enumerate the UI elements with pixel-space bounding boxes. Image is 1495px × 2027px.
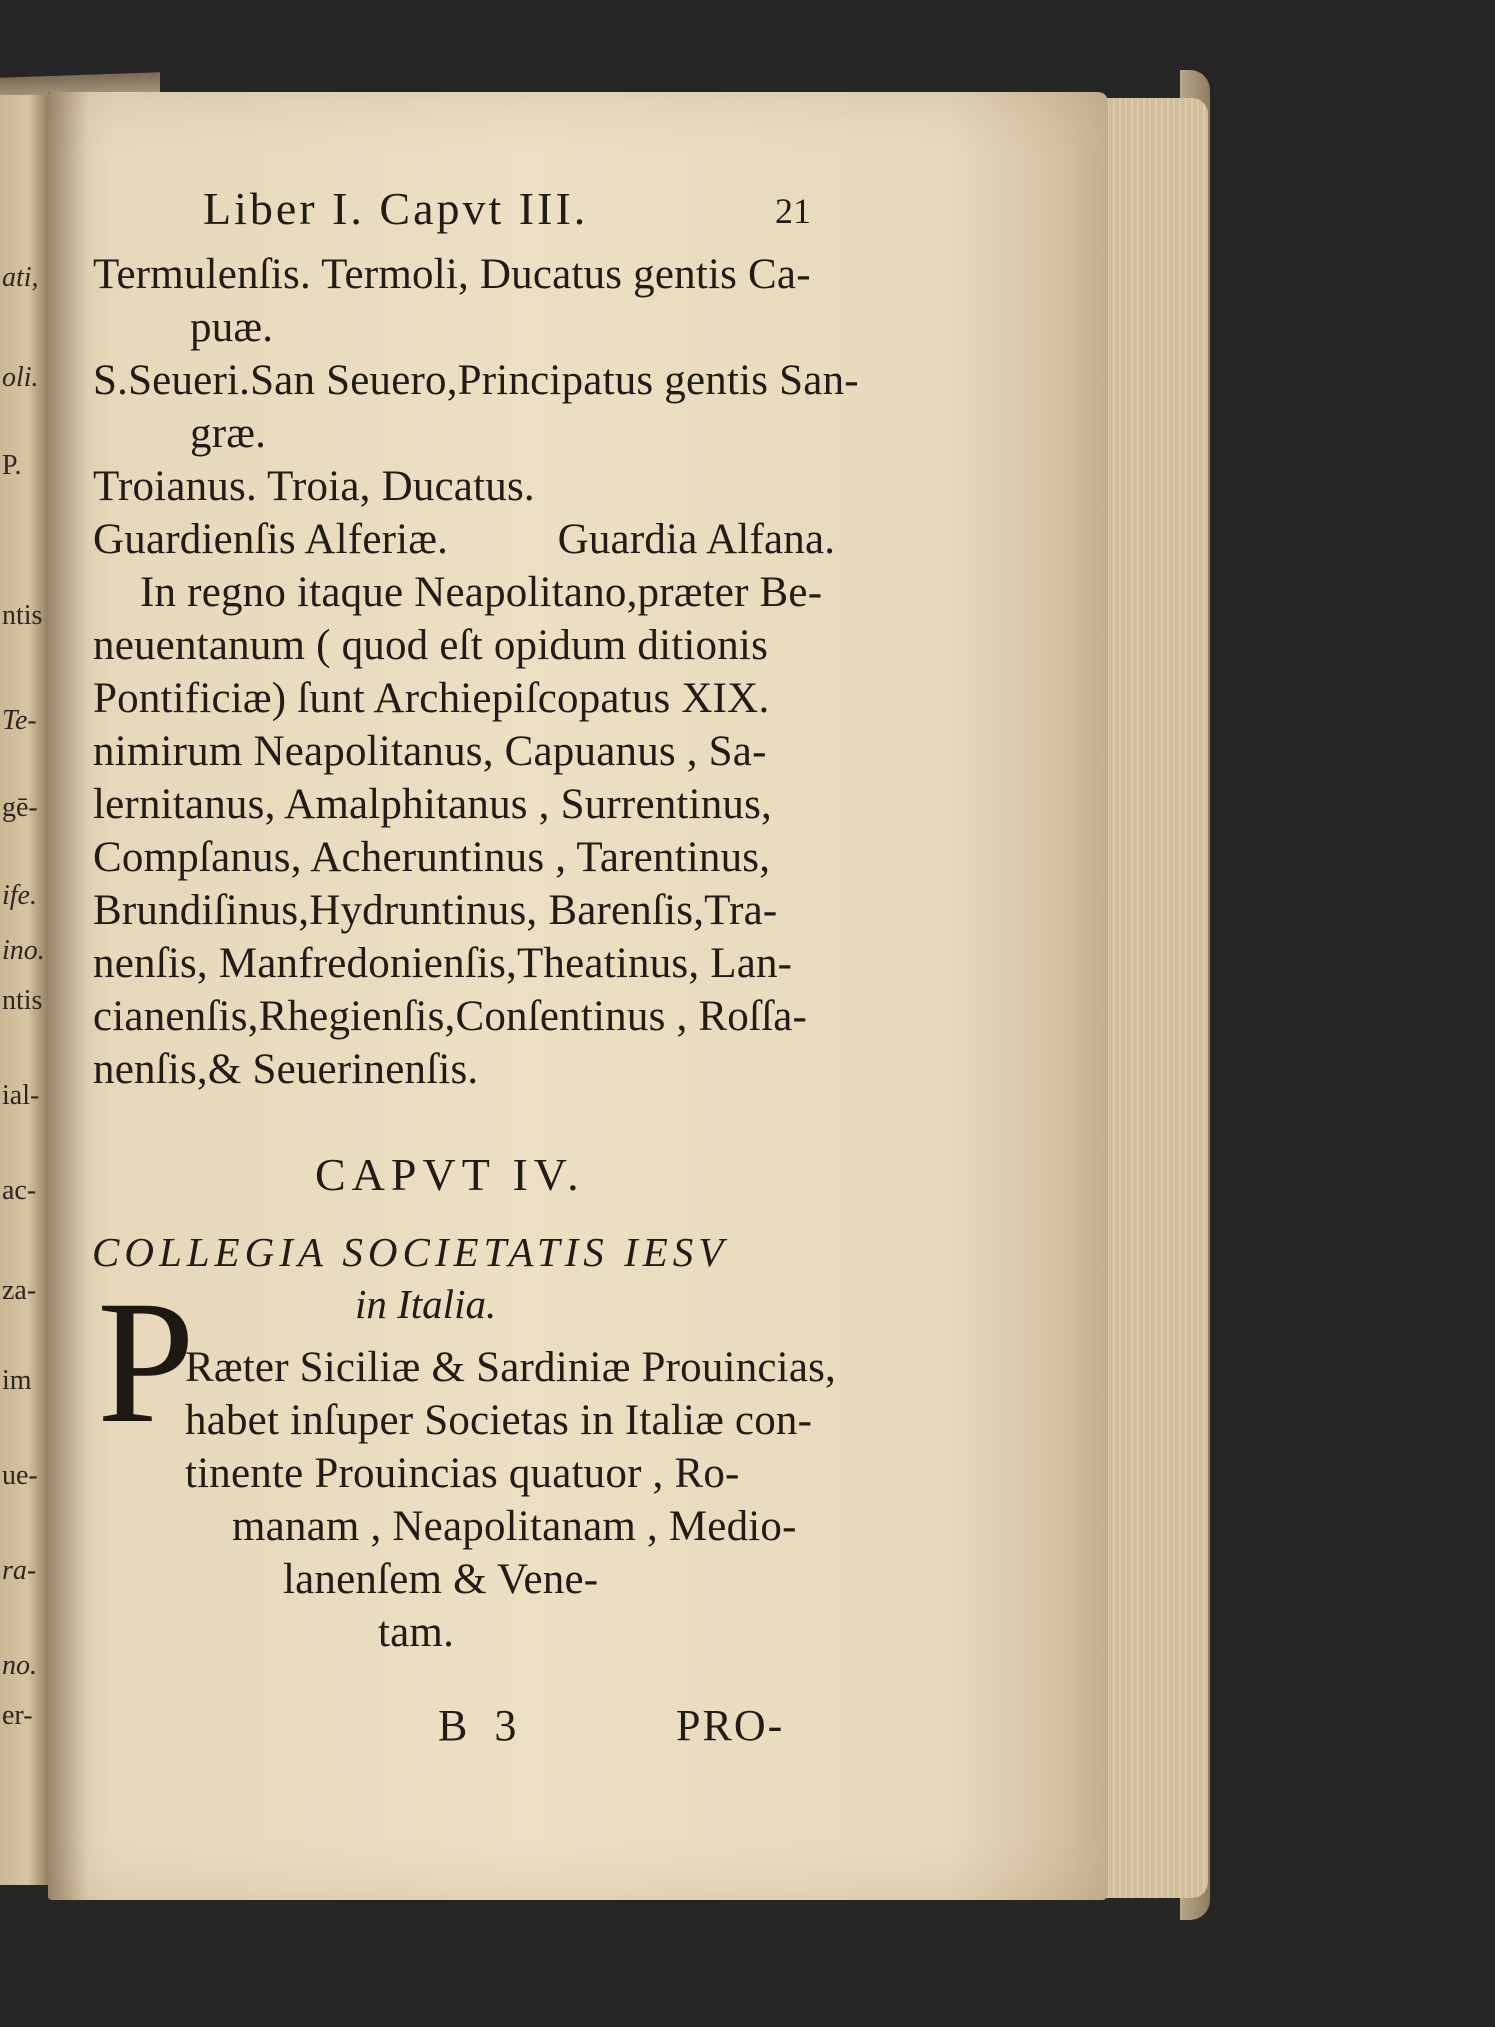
left-fragment: ue- [2,1460,38,1491]
left-fragment: er- [2,1700,33,1731]
text-line: Troianus. Troia, Ducatus. [93,463,535,510]
paragraph-line: tinente Prouincias quatuor , Ro- [185,1450,740,1497]
left-fragment: ntis [2,985,43,1016]
left-fragment: ino. [2,935,45,966]
left-fragment: ati, [2,262,39,293]
text-line: puæ. [190,304,274,351]
left-fragment: P. [2,450,22,481]
text-line: Compſanus, Acheruntinus , Tarentinus, [93,834,771,881]
text-line: Termulenſis. Termoli, Ducatus gentis Ca- [93,251,811,298]
catchword: PRO- [676,1701,785,1750]
text-line: græ. [190,410,267,457]
left-fragment: Te- [2,705,37,736]
text-line: Pontificiæ) ſunt Archiepiſcopatus XIX. [93,675,770,722]
paragraph-line: Ræter Siciliæ & Sardiniæ Prouincias, [185,1344,837,1391]
left-fragment: gē- [2,792,38,823]
paragraph-line: tam. [378,1609,455,1656]
page-block-edge [1098,98,1208,1898]
chapter-heading: CAPVT IV. [315,1149,585,1200]
paragraph-line: lanenſem & Vene- [283,1556,599,1603]
running-header: Liber I. Capvt III. [203,183,589,234]
left-fragment: za- [2,1275,37,1306]
text-line: nimirum Neapolitanus, Capuanus , Sa- [93,728,767,775]
chapter-subtitle: COLLEGIA SOCIETATIS IESV [92,1229,729,1275]
text-line: cianenſis,Rhegienſis,Conſentinus , Roſſa- [93,993,808,1040]
text-line: S.Seueri.San Seuero,Principatus gentis San- [93,357,859,404]
text-line: lernitanus, Amalphitanus , Surrentinus, [93,781,773,828]
left-fragment: ac- [2,1175,37,1206]
left-fragment: im [2,1365,32,1396]
left-fragment: ntis [2,600,43,631]
text-line: Guardienſis Alferiæ. Guardia Alfana. [93,516,836,563]
text-line: Brundiſinus,Hydruntinus, Barenſis,Tra- [93,887,778,934]
left-fragment: oli. [2,362,39,393]
gutter-shadow [48,92,88,1900]
text-line: nenſis,& Seuerinenſis. [93,1046,479,1093]
left-fragment: ial- [2,1080,40,1111]
chapter-subtitle-second-line: in Italia. [355,1281,497,1327]
left-fragment: ra- [2,1555,37,1586]
left-fragment: no. [2,1650,37,1681]
text-line: nenſis, Manfredonienſis,Theatinus, Lan- [93,940,793,987]
signature-mark: B 3 [438,1701,525,1750]
text-line: neuentanum ( quod eſt opidum ditionis [93,622,769,669]
text-line: In regno itaque Neapolitano,præter Be- [140,569,823,616]
page-number: 21 [775,191,811,231]
paragraph-line: manam , Neapolitanam , Medio- [232,1503,797,1550]
paragraph-line: habet inſuper Societas in Italiæ con- [185,1397,813,1444]
left-fragment: ife. [2,880,37,911]
drop-cap: P [97,1265,195,1460]
